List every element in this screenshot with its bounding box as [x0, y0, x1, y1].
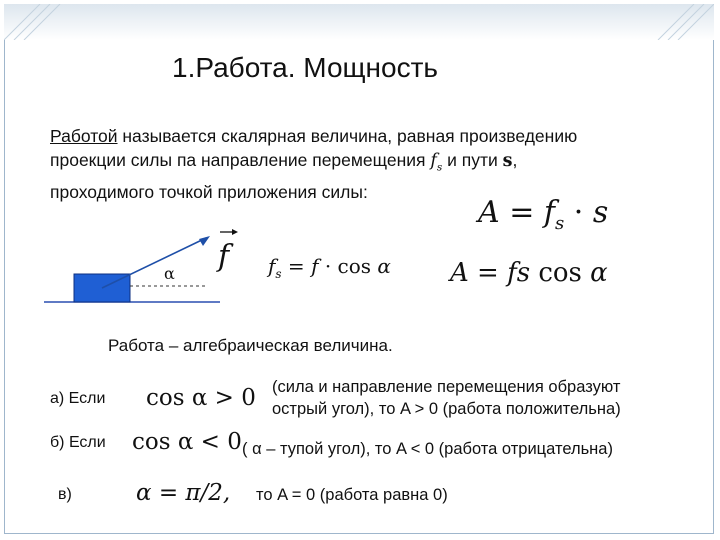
formula-projection-cos: · cos: [318, 254, 378, 278]
definition-line-2-mid: и пути: [442, 150, 503, 170]
definition-term: Работой: [50, 126, 118, 146]
formula-work-dot: ·: [564, 195, 593, 230]
formula-projection-alpha: α: [377, 254, 391, 278]
slide-title: 1.Работа. Мощность: [172, 52, 438, 83]
formula-work-cos-eq: =: [468, 258, 508, 288]
definition-line-2-end: ,: [512, 150, 518, 170]
definition-line-2-text: проекции силы па направление перемещения: [50, 150, 431, 170]
case-b-text: ( α – тупой угол), то A < 0 (работа отрицательна): [242, 440, 613, 458]
vector-arrow-head: [232, 229, 238, 235]
formula-projection-f2: f: [311, 254, 319, 278]
formula-work-s: s: [592, 195, 609, 230]
formula-projection-eq: =: [281, 254, 312, 278]
formula-work-A: A: [478, 195, 500, 230]
fs-symbol-sub: s: [436, 161, 443, 174]
formula-work-cos: [450, 258, 608, 288]
case-a-text-line-2: острый угол), то A > 0 (работа положительна): [272, 400, 621, 418]
case-b-formula: cos α < 0: [132, 429, 242, 455]
case-b-label: б) Если: [50, 434, 106, 451]
case-a-text-line-1: (сила и направление перемещения образуют: [272, 378, 621, 396]
force-arrow-head: [199, 236, 210, 246]
formula-projection-sub: s: [275, 267, 282, 281]
formula-projection-f: f: [268, 254, 276, 278]
algebraic-statement: Работа – алгебраическая величина.: [108, 336, 393, 355]
force-vector-label: f: [218, 239, 230, 274]
formula-work-f: f: [543, 195, 555, 230]
definition-line-3: проходимого точкой приложения силы:: [50, 181, 368, 202]
case-c-formula: α = π/2,: [136, 480, 231, 506]
angle-alpha-label: α: [164, 264, 175, 283]
formula-work-cos-alpha: α: [590, 258, 608, 288]
force-arrow-shaft: [102, 238, 206, 288]
formula-work-cos-cos: cos: [530, 258, 591, 288]
formula-work-sub: s: [555, 213, 565, 234]
case-c-label: в): [58, 486, 72, 503]
fs-symbol-f: f: [430, 151, 437, 171]
case-a-label: а) Если: [50, 390, 106, 407]
formula-work-cos-fs: fs: [507, 258, 531, 288]
case-a-formula: cos α > 0: [146, 385, 256, 411]
formula-work-eq: =: [499, 195, 544, 230]
formula-work-cos-A: A: [450, 258, 469, 288]
case-c-text: то A = 0 (работа равна 0): [256, 486, 448, 504]
formula-projection: [268, 254, 391, 281]
definition-line-1-text: называется скалярная величина, равная произведению: [117, 126, 578, 146]
case-a-text: [272, 376, 621, 420]
s-symbol: s: [502, 151, 513, 171]
